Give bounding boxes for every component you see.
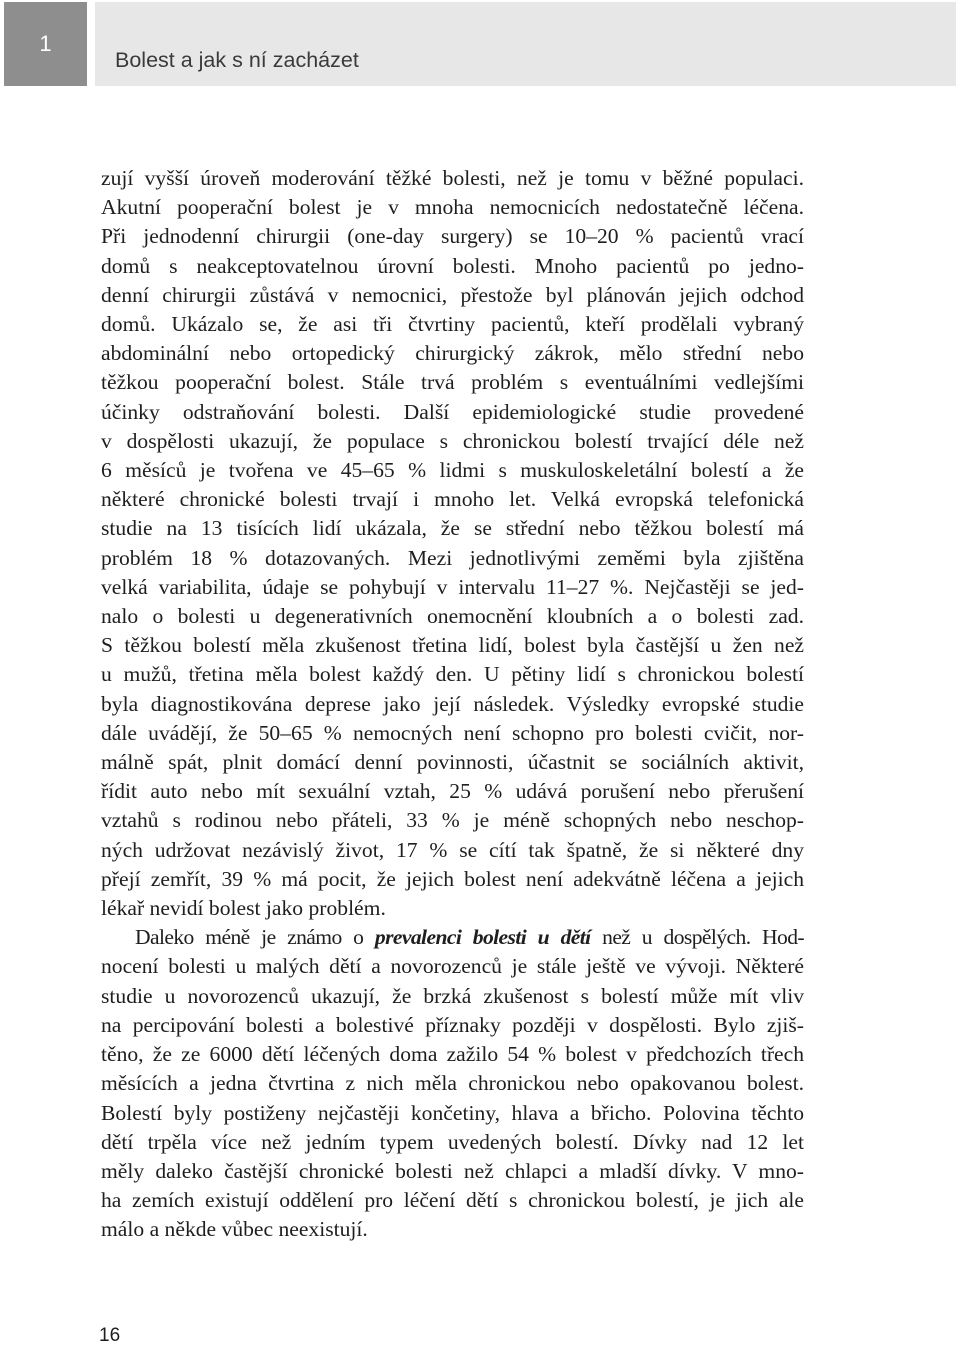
- text-line: abdominální nebo ortopedický chirurgický zákrok, mělo střední nebo: [101, 341, 804, 366]
- text-line: řídit auto nebo mít sexuální vztah, 25 % udává porušení nebo přerušení: [101, 779, 804, 804]
- text-line: dále uvádějí, že 50–65 % nemocných není schopno pro bolesti cvičit, nor-: [101, 720, 804, 745]
- text-run: než u dospělých. Hod-: [590, 925, 804, 950]
- body-text: [101, 164, 804, 1245]
- text-line: Bolestí byly postiženy nejčastěji končetiny, hlava a břicho. Polovina těchto: [101, 1100, 804, 1125]
- chapter-title: Bolest a jak s ní zacházet: [115, 48, 359, 72]
- text-line: S těžkou bolestí měla zkušenost třetina lidí, bolest byla častější u žen než: [101, 633, 804, 658]
- text-line: domů. Ukázalo se, že asi tři čtvrtiny pacientů, kteří prodělali vybraný: [101, 312, 804, 337]
- text-line: Při jednodenní chirurgii (one-day surgery) se 10–20 % pacientů vrací: [101, 224, 804, 249]
- text-line: studie u novorozenců ukazují, že brzká zkušenost s bolestí může mít vliv: [101, 983, 804, 1008]
- text-line: na percipování bolesti a bolestivé příznaky později v dospělosti. Bylo zjiš-: [101, 1012, 804, 1037]
- text-line: v dospělosti ukazují, že populace s chronickou bolestí trvající déle než: [101, 428, 804, 453]
- text-line: přejí zemřít, 39 % má pocit, že jejich bolest není adekvátně léčena a jejich: [101, 866, 804, 891]
- text-line: málo a někde vůbec neexistují.: [101, 1217, 368, 1242]
- text-line: problém 18 % dotazovaných. Mezi jednotlivými zeměmi byla zjištěna: [101, 545, 804, 570]
- chapter-number: 1: [39, 31, 52, 56]
- chapter-number-box: [4, 2, 87, 86]
- text-line: Akutní pooperační bolest je v mnoha nemocnicích nedostatečně léčena.: [101, 195, 804, 220]
- text-line: velká variabilita, údaje se pohybují v intervalu 11–27 %. Nejčastěji se jed-: [101, 574, 804, 599]
- text-line: některé chronické bolesti trvají i mnoho let. Velká evropská telefonická: [101, 487, 804, 512]
- text-line: zují vyšší úroveň moderování těžké bolesti, než je tomu v běžné populaci.: [101, 166, 804, 190]
- running-header-band: [95, 2, 956, 86]
- text-line: měly daleko častější chronické bolesti než chlapci a mladší dívky. V mno-: [101, 1158, 804, 1183]
- text-line: těno, že ze 6000 dětí léčených doma zažilo 54 % bolest v předchozích třech: [101, 1042, 804, 1067]
- text-line: ných udržovat nezávislý život, 17 % se cítí tak špatně, že si některé dny: [101, 837, 804, 862]
- text-line: byla diagnostikována deprese jako její následek. Výsledky evropské studie: [101, 691, 804, 716]
- text-line: měsících a jedna čtvrtina z nich měla chronickou nebo opakovanou bolest.: [101, 1071, 804, 1096]
- text-line: [101, 923, 804, 952]
- text-line: domů s neakceptovatelnou úrovní bolesti. Mnoho pacientů po jedno-: [101, 253, 804, 278]
- text-line: těžkou pooperační bolest. Stále trvá problém s eventuálními vedlejšími: [101, 370, 804, 395]
- text-line: 6 měsíců je tvořena ve 45–65 % lidmi s muskuloskeletální bolestí a že: [101, 458, 804, 483]
- text-line: dětí trpěla více než jedním typem uvedených bolestí. Dívky nad 12 let: [101, 1129, 804, 1154]
- text-line: ha zemích existují oddělení pro léčení dětí s chronickou bolestí, je jich ale: [101, 1188, 804, 1213]
- text-line: nocení bolesti u malých dětí a novorozenců je stále ještě ve vývoji. Některé: [101, 954, 804, 979]
- text-line: málně spát, plnit domácí denní povinnosti, účastnit se sociálních aktivit,: [101, 750, 804, 775]
- text-line: u mužů, třetina měla bolest každý den. U pětiny lidí s chronickou bolestí: [101, 662, 804, 687]
- text-line: lékař nevidí bolest jako problém.: [101, 896, 386, 921]
- text-run: Daleko méně je známo o: [135, 925, 375, 950]
- page-number: 16: [99, 1325, 121, 1346]
- text-line: studie na 13 tisících lidí ukázala, že se střední nebo těžkou bolestí má: [101, 516, 804, 541]
- text-line: účinky odstraňování bolesti. Další epidemiologické studie provedené: [101, 399, 804, 424]
- highlighted-term: prevalenci bolesti u dětí: [374, 925, 591, 950]
- paragraph-1: [101, 164, 804, 923]
- paragraph-2: [101, 923, 804, 1244]
- text-line: denní chirurgii zůstává v nemocnici, přestože byl plánován jejich odchod: [101, 282, 804, 307]
- text-line: nalo o bolesti u degenerativních onemocnění kloubních a o bolesti zad.: [101, 604, 804, 629]
- text-line: vztahů s rodinou nebo přáteli, 33 % je méně schopných nebo neschop-: [101, 808, 804, 833]
